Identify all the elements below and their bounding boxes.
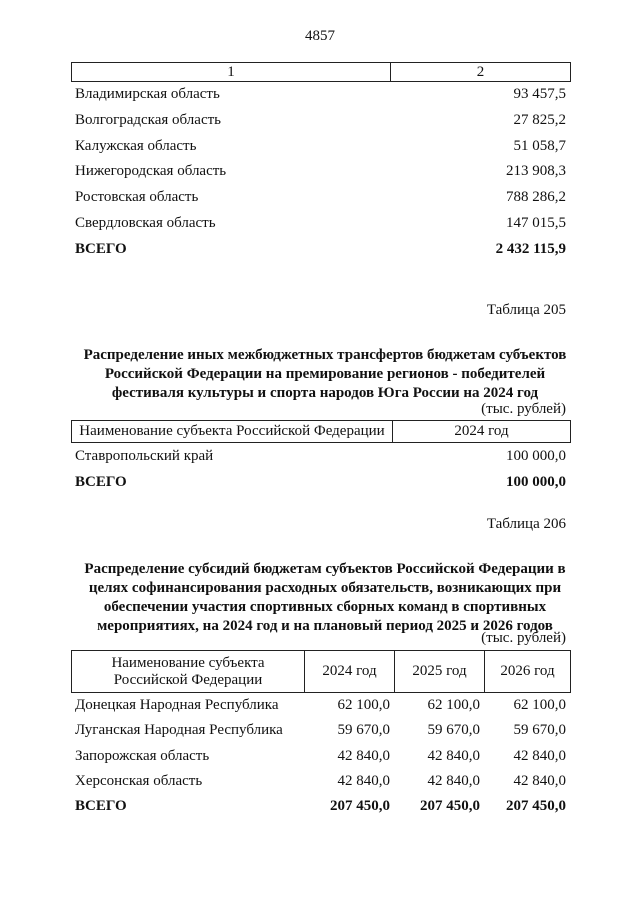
table1-row-value: 213 908,3 [506, 163, 566, 179]
table1-row-name: Волгоградская область [75, 112, 221, 128]
table206-header-2026: 2026 год [485, 651, 571, 693]
table206-row-name: Луганская Народная Республика [75, 722, 283, 738]
table1-row-name: Нижегородская область [75, 163, 227, 179]
table205-units: (тыс. рублей) [481, 401, 566, 417]
table206-row-name: Херсонская область [75, 773, 203, 789]
table205-title-line: Распределение иных межбюджетных трансфертов бюджетам субъектов [83, 347, 567, 363]
table206-total-2025: 207 450,0 [420, 798, 480, 814]
table1-row-value: 93 457,5 [513, 86, 566, 102]
table206-row-name: Запорожская область [75, 748, 210, 764]
table206-header-2025: 2025 год [395, 651, 485, 693]
table1-row-name: Свердловская область [75, 215, 216, 231]
table1-header [71, 62, 571, 82]
table206-title-line: целях софинансирования расходных обязательств, возникающих при [88, 580, 562, 596]
table206-total-label: ВСЕГО [75, 798, 127, 814]
table206-total-2026: 207 450,0 [506, 798, 566, 814]
table206-row-2025: 42 840,0 [427, 773, 480, 789]
table206-row-2024: 42 840,0 [337, 773, 390, 789]
table205-header-name: Наименование субъекта Российской Федерации [72, 421, 393, 443]
table206-title-line: обеспечении участия спортивных сборных команд в спортивных [103, 599, 547, 615]
table1-total-label: ВСЕГО [75, 241, 127, 257]
table205-header-year: 2024 год [393, 421, 571, 443]
table205-total-label: ВСЕГО [75, 474, 127, 490]
table206-header-name-line: Наименование субъекта [111, 654, 265, 671]
table1-row-value: 147 015,5 [506, 215, 566, 231]
table205-row-value: 100 000,0 [506, 448, 566, 464]
page-number: 4857 [305, 28, 335, 44]
table1-row-value: 27 825,2 [513, 112, 566, 128]
table206-row-2026: 62 100,0 [513, 697, 566, 713]
table205-row-name: Ставропольский край [75, 448, 214, 464]
table206-caption: Таблица 206 [486, 516, 566, 532]
table206-row-2025: 62 100,0 [427, 697, 480, 713]
table205-caption: Таблица 205 [486, 302, 566, 318]
table1-row-value: 788 286,2 [506, 189, 566, 205]
table206-row-2024: 62 100,0 [337, 697, 390, 713]
table1-row-name: Калужская область [75, 138, 197, 154]
table1-row-value: 51 058,7 [513, 138, 566, 154]
table206-units: (тыс. рублей) [481, 630, 566, 646]
table206-row-2026: 42 840,0 [513, 748, 566, 764]
table206-title-line: Распределение субсидий бюджетам субъектов Российской Федерации в [84, 561, 566, 577]
table206-row-2026: 59 670,0 [513, 722, 566, 738]
table205-title [60, 346, 590, 403]
table206-title [60, 560, 590, 636]
table206-title-line: мероприятиях, на 2024 год и на плановый период 2025 и 2026 годов [97, 618, 553, 634]
table206-total-2024: 207 450,0 [330, 798, 390, 814]
table206-row-2025: 59 670,0 [427, 722, 480, 738]
table206-header [71, 650, 571, 693]
table1-row-name: Ростовская область [75, 189, 199, 205]
table205-total-value: 100 000,0 [506, 474, 566, 490]
table206-header-name [72, 651, 305, 693]
table206-header-name-line: Российской Федерации [113, 671, 263, 688]
table1-header-col1: 1 [72, 63, 391, 82]
table1-total-value: 2 432 115,9 [495, 241, 566, 257]
table206-row-2026: 42 840,0 [513, 773, 566, 789]
table206-header-2024: 2024 год [305, 651, 395, 693]
table206-row-name: Донецкая Народная Республика [75, 697, 279, 713]
table205-header [71, 420, 571, 443]
table206-row-2024: 42 840,0 [337, 748, 390, 764]
table205-title-line: фестиваля культуры и спорта народов Юга России на 2024 год [111, 385, 539, 401]
table1-header-col2: 2 [391, 63, 571, 82]
table1-row-name: Владимирская область [75, 86, 220, 102]
table205-title-line: Российской Федерации на премирование регионов - победителей [104, 366, 546, 382]
table206-row-2024: 59 670,0 [337, 722, 390, 738]
table206-row-2025: 42 840,0 [427, 748, 480, 764]
